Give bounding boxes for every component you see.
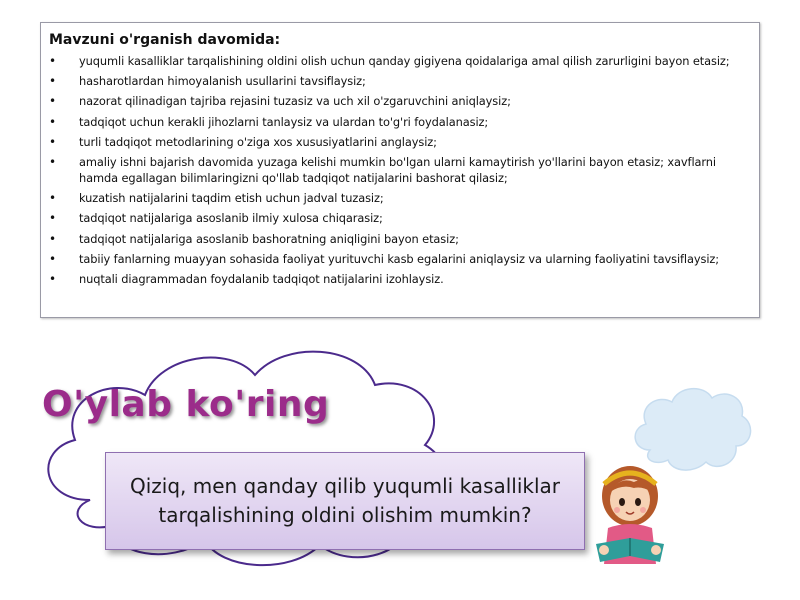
list-item: • tadqiqot natijalariga asoslanib ilmiy xulosa chiqarasiz; — [49, 210, 749, 226]
list-item: • amaliy ishni bajarish davomida yuzaga kelishi mumkin bo'lgan ularni kamaytirish yo'llarini bayon etasiz; xavflarni hamda egallagan bilimlaringizni qo'llab tadqiqot natijalarini bashorat qilasiz; — [49, 154, 749, 186]
objectives-heading: Mavzuni o'rganish davomida: — [49, 32, 281, 48]
list-item: • tadqiqot natijalariga asoslanib bashoratning aniqligini bayon etasiz; — [49, 231, 749, 247]
list-item: • tabiiy fanlarning muayyan sohasida faoliyat yurituvchi kasb egalarini aniqlaysiz va ularning faoliyatini tavsiflaysiz; — [49, 251, 749, 267]
title-text: O'ylab ko'ring — [42, 384, 330, 425]
list-item: • kuzatish natijalarini taqdim etish uchun jadval tuzasiz; — [49, 190, 749, 206]
objectives-list — [49, 53, 749, 287]
question-text: Qiziq, men qanday qilib yuqumli kasalliklar tarqalishining oldini olishim mumkin? — [129, 474, 561, 527]
question-box — [105, 452, 585, 550]
objectives-box — [40, 22, 760, 318]
girl-reading-book-icon — [590, 458, 670, 568]
list-item: • nuqtali diagrammadan foydalanib tadqiqot natijalarini izohlaysiz. — [49, 271, 749, 287]
list-item: • hasharotlardan himoyalanish usullarini tavsiflaysiz; — [49, 73, 749, 89]
list-item: • tadqiqot uchun kerakli jihozlarni tanlaysiz va ulardan to'g'ri foydalanasiz; — [49, 114, 749, 130]
list-item: • turli tadqiqot metodlarining o'ziga xos xususiyatlarini anglaysiz; — [49, 134, 749, 150]
list-item: • nazorat qilinadigan tajriba rejasini tuzasiz va uch xil o'zgaruvchini aniqlaysiz; — [49, 93, 749, 109]
list-item: • yuqumli kasalliklar tarqalishining oldini olish uchun qanday gigiyena qoidalariga amal qilish zarurligini bayon etasiz; — [49, 53, 749, 69]
